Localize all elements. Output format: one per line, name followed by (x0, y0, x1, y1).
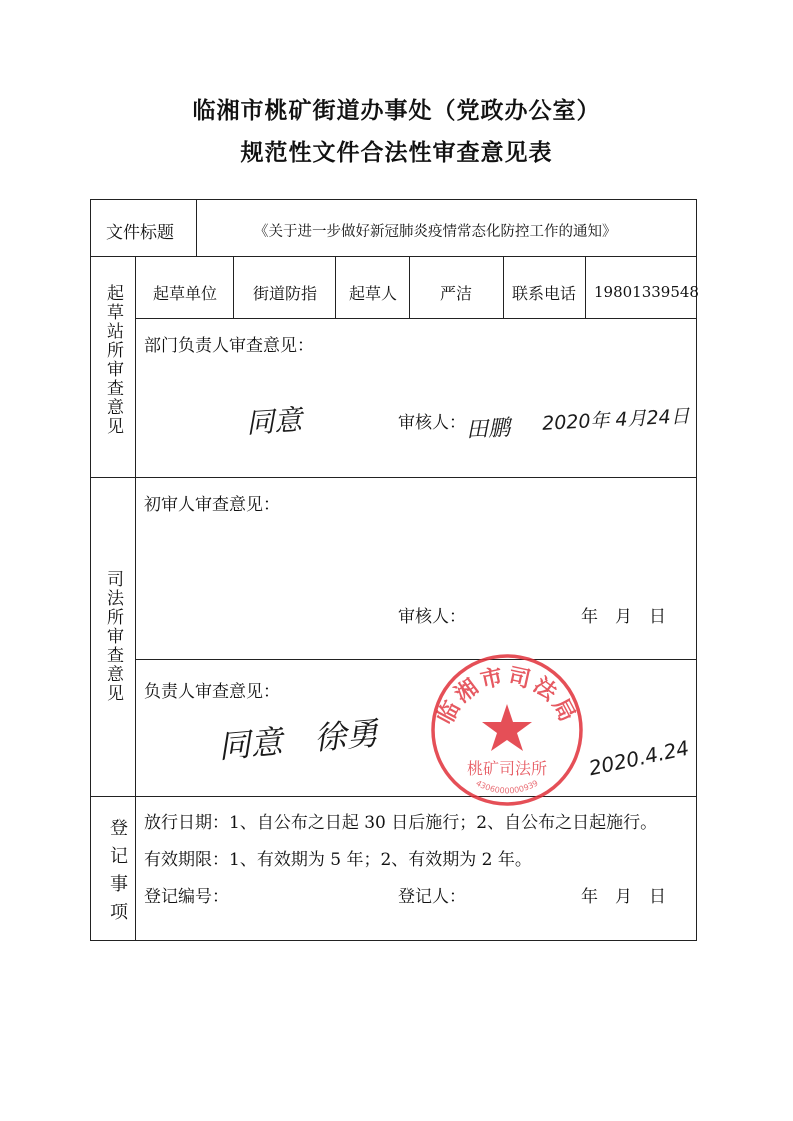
head-opinion-signature: 同意 徐勇 (216, 714, 380, 766)
page-title-line2: 规范性文件合法性审查意见表 (240, 139, 553, 166)
judicial-review-date: 年 月 日 (581, 607, 666, 627)
stamp-code: 4306000000939 (474, 778, 540, 796)
phone-label: 联系电话 (512, 284, 577, 303)
stamp-sub: 桃矿司法所 (466, 759, 548, 778)
page-title-line1: 临湘市桃矿街道办事处（党政办公室） (192, 97, 601, 124)
head-opinion-label: 负责人审查意见： (144, 682, 280, 702)
registration-side-label: 登记事项 (107, 818, 128, 930)
drafting-side-label: 起草站所审查意见 (103, 284, 123, 436)
drafting-reviewer-label: 审核人： (398, 413, 466, 433)
drafter-value: 严洁 (440, 284, 473, 303)
phone-value: 19801339548 (594, 283, 699, 301)
registration-date: 年 月 日 (581, 887, 666, 907)
judicial-date-handwritten: 2020.4.24 (586, 735, 692, 781)
stamp-text: 临湘市司法局 (433, 664, 581, 729)
registrar-label: 登记人： (398, 887, 466, 907)
drafting-date-handwritten: 2020年 4月24日 (541, 405, 691, 435)
validity-text: 有效期限：1、有效期为 5 年；2、有效期为 2 年。 (144, 850, 532, 870)
dept-opinion-label: 部门负责人审查意见： (144, 336, 314, 356)
stamp-star-icon (482, 704, 532, 751)
drafting-unit-value: 街道防指 (253, 284, 318, 303)
initial-opinion-label: 初审人审查意见： (144, 495, 280, 515)
drafter-label: 起草人 (349, 284, 398, 303)
release-date-text: 放行日期：1、自公布之日起 30 日后施行；2、自公布之日起施行。 (144, 813, 658, 833)
judicial-side-label: 司法所审查意见 (103, 570, 123, 703)
reg-no-label: 登记编号： (144, 887, 229, 907)
official-stamp (427, 650, 587, 810)
doc-title-label: 文件标题 (106, 223, 174, 243)
svg-text:4306000000939 (474, 779, 539, 796)
drafting-unit-label: 起草单位 (153, 284, 218, 303)
doc-title-value: 《关于进一步做好新冠肺炎疫情常态化防控工作的通知》 (254, 224, 617, 240)
drafting-reviewer-signature: 田鹏 (465, 415, 511, 444)
judicial-reviewer-label: 审核人： (398, 607, 466, 627)
dept-opinion-signature: 同意 (245, 403, 304, 440)
